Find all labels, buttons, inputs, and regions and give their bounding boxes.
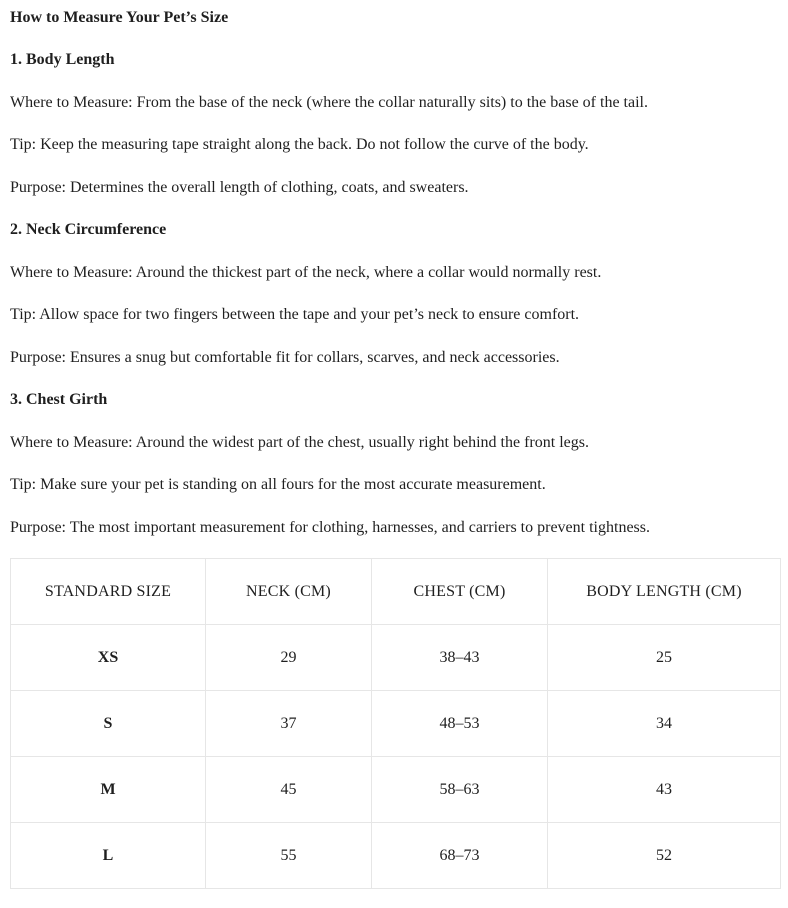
body-length-cell: 52 (548, 823, 781, 889)
neck-cell: 45 (206, 757, 372, 823)
section-heading-body-length: 1. Body Length (10, 51, 115, 68)
body-length-tip: Tip: Keep the measuring tape straight along the back. Do not follow the curve of the body. (10, 136, 589, 153)
body-length-cell: 34 (548, 691, 781, 757)
body-length-cell: 43 (548, 757, 781, 823)
chest-tip: Tip: Make sure your pet is standing on all fours for the most accurate measurement. (10, 476, 546, 493)
chest-cell: 68–73 (372, 823, 548, 889)
page-title: How to Measure Your Pet’s Size (10, 9, 229, 26)
neck-purpose: Purpose: Ensures a snug but comfortable fit for collars, scarves, and neck accessories. (10, 349, 560, 366)
header-chest: CHEST (CM) (372, 559, 548, 625)
neck-where: Where to Measure: Around the thickest part of the neck, where a collar would normally rest. (10, 264, 602, 281)
table-row (11, 757, 781, 823)
chest-cell: 48–53 (372, 691, 548, 757)
chest-cell: 58–63 (372, 757, 548, 823)
header-neck: NECK (CM) (206, 559, 372, 625)
table-header-row (11, 559, 781, 625)
header-body-length: BODY LENGTH (CM) (548, 559, 781, 625)
neck-cell: 55 (206, 823, 372, 889)
size-cell: L (11, 823, 206, 889)
chest-purpose: Purpose: The most important measurement for clothing, harnesses, and carriers to prevent tightness. (10, 519, 650, 536)
size-cell: M (11, 757, 206, 823)
table-row (11, 823, 781, 889)
body-length-where: Where to Measure: From the base of the neck (where the collar naturally sits) to the base of the tail. (10, 94, 648, 111)
header-standard-size: STANDARD SIZE (11, 559, 206, 625)
size-cell: XS (11, 625, 206, 691)
size-chart-table (10, 558, 781, 889)
section-heading-chest: 3. Chest Girth (10, 391, 108, 408)
section-heading-neck: 2. Neck Circumference (10, 221, 167, 238)
size-cell: S (11, 691, 206, 757)
table-row (11, 691, 781, 757)
chest-where: Where to Measure: Around the widest part of the chest, usually right behind the front legs. (10, 434, 589, 451)
neck-cell: 29 (206, 625, 372, 691)
chest-cell: 38–43 (372, 625, 548, 691)
table-row (11, 625, 781, 691)
body-length-cell: 25 (548, 625, 781, 691)
body-length-purpose: Purpose: Determines the overall length of clothing, coats, and sweaters. (10, 179, 469, 196)
neck-tip: Tip: Allow space for two fingers between the tape and your pet’s neck to ensure comfort. (10, 306, 580, 323)
neck-cell: 37 (206, 691, 372, 757)
